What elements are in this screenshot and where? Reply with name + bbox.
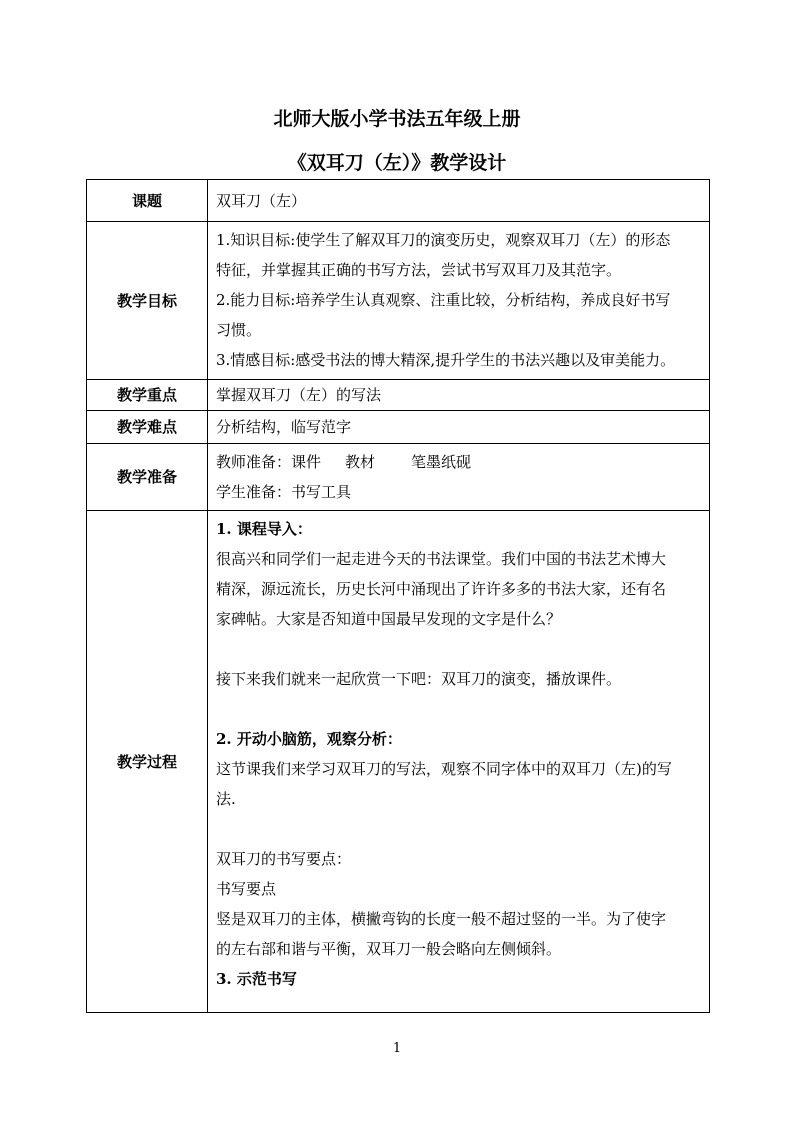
row-label-objectives: 教学目标 [87,222,208,380]
objectives-line: 3.情感目标:感受书法的博大精深,提升学生的书法兴趣以及审美能力。 [216,351,676,369]
teacher-preparation-textbook: 教材 [345,453,376,471]
row-label-preparation: 教学准备 [87,444,208,511]
writing-points-line: 竖是双耳刀的主体，横撇弯钩的长度一般不超过竖的一半。为了使字 [216,910,667,928]
table-row-difficulties [87,411,710,444]
observe-line: 法. [216,790,236,808]
writing-points-line: 的左右部和谐与平衡，双耳刀一般会略向左侧倾斜。 [216,940,562,958]
student-preparation: 学生准备：书写工具 [216,483,352,501]
topic-value: 双耳刀（左） [208,180,710,222]
teacher-preparation-prefix: 教师准备：课件 [216,453,322,471]
table-row-topic [87,180,710,222]
page-number: 1 [392,1041,402,1056]
writing-points-intro: 双耳刀的书写要点： [216,850,352,868]
difficulties-value: 分析结构，临写范字 [208,411,710,444]
table-row-objectives [87,222,710,380]
preparation-content [208,444,710,511]
objectives-content [208,222,710,380]
section-heading-observe: 2. 开动小脑筋，观察分析： [216,730,402,748]
objectives-line: 2.能力目标:培养学生认真观察、注重比较，分析结构，养成良好书写 [216,291,671,309]
row-label-topic: 课题 [87,180,208,222]
teacher-preparation-stationery: 笔墨纸砚 [411,453,472,471]
lesson-plan-table [86,179,710,1013]
intro-line: 很高兴和同学们一起走进今天的书法课堂。我们中国的书法艺术博大 [216,550,667,568]
document-subtitle: 《双耳刀（左）》教学设计 [287,152,507,174]
key-points-value: 掌握双耳刀（左）的写法 [208,380,710,411]
document-title: 北师大版小学书法五年级上册 [273,108,521,130]
row-label-process: 教学过程 [87,511,208,1013]
intro-line: 精深，源远流长，历史长河中涌现出了许许多多的书法大家，还有名 [216,580,667,598]
intro-followup: 接下来我们就来一起欣赏一下吧：双耳刀的演变，播放课件。 [216,670,622,688]
section-heading-intro: 1. 课程导入： [216,520,312,538]
objectives-line: 习惯。 [216,321,262,339]
row-label-key-points: 教学重点 [87,380,208,411]
writing-points-heading: 书写要点 [216,880,277,898]
row-label-difficulties: 教学难点 [87,411,208,444]
objectives-line: 1.知识目标:使学生了解双耳刀的演变历史，观察双耳刀（左）的形态 [216,231,671,249]
intro-line: 家碑帖。大家是否知道中国最早发现的文字是什么？ [216,610,562,628]
section-heading-demo: 3. 示范书写 [216,970,297,988]
table-row-process [87,511,710,1013]
table-row-preparation [87,444,710,511]
table-row-key-points [87,380,710,411]
observe-line: 这节课我们来学习双耳刀的写法，观察不同字体中的双耳刀（左)的写 [216,760,672,778]
objectives-line: 特征，并掌握其正确的书写方法，尝试书写双耳刀及其范字。 [216,261,622,279]
process-content [208,511,710,1013]
teacher-preparation [216,447,703,477]
